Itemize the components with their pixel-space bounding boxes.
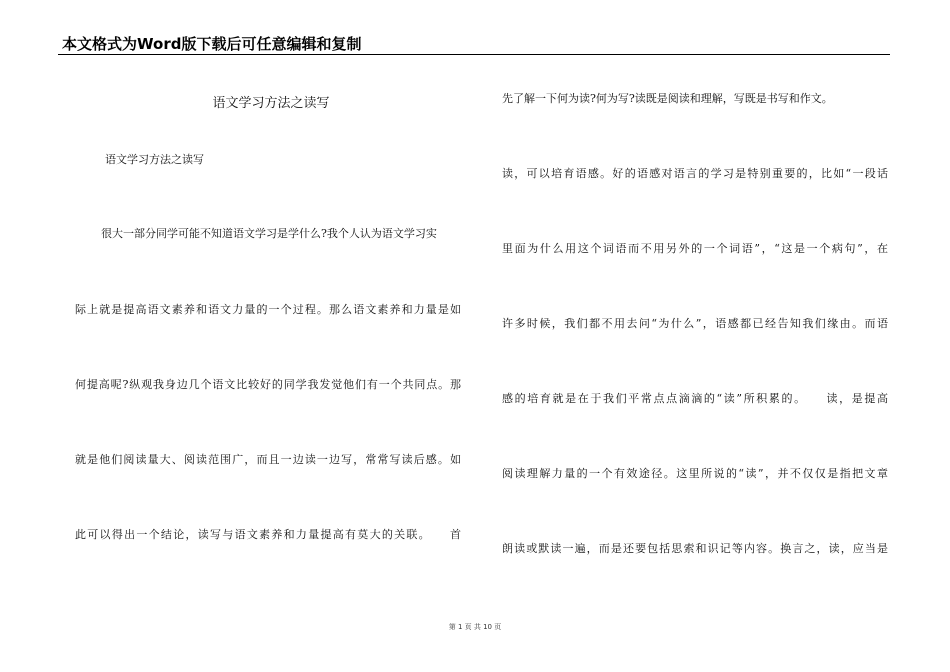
banner-divider <box>58 54 890 55</box>
text-line: 很大一部分同学可能不知道语文学习是学什么?我个人认为语文学习实 <box>101 227 437 240</box>
text-line: 许多时候，我们都不用去问“为什么”，语感都已经告知我们缘由。而语 <box>502 317 888 330</box>
document-banner: 本文格式为Word版下载后可任意编辑和复制 <box>62 35 362 53</box>
text-line: 际上就是提高语文素养和语文力量的一个过程。那么语文素养和力量是如 <box>75 303 461 316</box>
text-line: 就是他们阅读量大、阅读范围广，而且一边读一边写，常常写读后感。如 <box>75 453 461 466</box>
text-line: 阅读理解力量的一个有效途径。这里所说的“读”，并不仅仅是指把文章 <box>502 467 888 480</box>
document-title: 语文学习方法之读写 <box>212 96 330 111</box>
text-line: 里面为什么用这个词语而不用另外的一个词语”，“这是一个病句”，在 <box>502 242 888 255</box>
text-line: 读，可以培育语感。好的语感对语言的学习是特别重要的，比如“一段话 <box>502 167 888 180</box>
text-line: 何提高呢?纵观我身边几个语文比较好的同学我发觉他们有一个共同点。那 <box>75 378 461 391</box>
page-number-footer: 第 1 页 共 10 页 <box>448 623 502 631</box>
text-line: 感的培育就是在于我们平常点点滴滴的“读”所积累的。 读，是提高 <box>502 392 888 405</box>
text-line: 此可以得出一个结论，读写与语文素养和力量提高有莫大的关联。 首 <box>75 528 461 541</box>
text-line: 朗读或默读一遍，而是还要包括思索和识记等内容。换言之，读，应当是 <box>502 542 888 555</box>
text-line: 先了解一下何为读?何为写?读既是阅读和理解，写既是书写和作文。 <box>502 92 833 105</box>
subtitle-line: 语文学习方法之读写 <box>105 153 204 166</box>
